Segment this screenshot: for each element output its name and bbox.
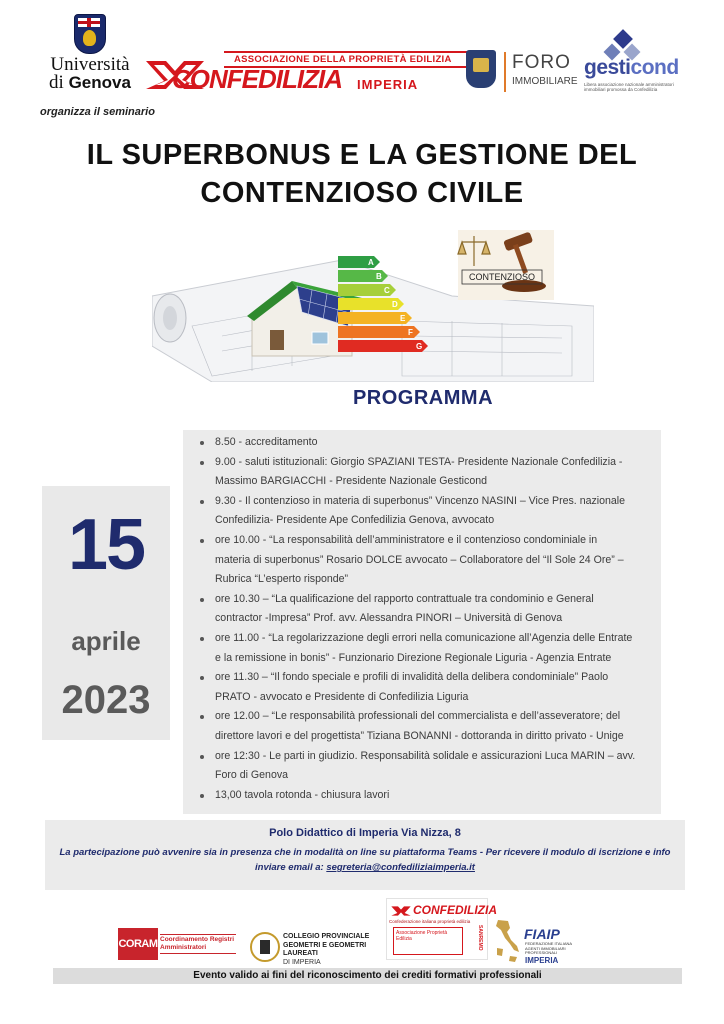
programma-list [183,430,661,805]
date-year: 2023 [61,678,151,722]
foro-line2: IMMOBILIARE [512,76,578,87]
venue-text: La partecipazione può avvenire sia in presenza che in modalità on line su piattaforma Teams - Per ricevere il modulo di iscrizione e info inviare email a: segreteria@confediliziaimperia.it [59,847,671,873]
programma-heading: PROGRAMMA [352,387,494,409]
foro-immobiliare-logo [464,50,579,94]
programma-item: 9.00 - saluti istituzionali: Giorgio SPAZIANI TESTA- Presidente Nazionale Confedilizia - Massimo BARGIACCHI - Presidente Nazionale Gesticond [197,453,655,492]
energy-label-g: G [416,342,423,351]
footer-text: Evento valido ai fini del riconoscimento dei crediti formativi professionali [193,970,542,981]
energy-label-a: A [368,258,374,267]
title-line2: CONTENZIOSO CIVILE [200,177,524,209]
foro-badge-icon [466,50,496,88]
foro-line1: FORO [512,52,571,73]
energy-label-b: B [376,272,382,281]
italy-map-icon [492,918,522,964]
confedilizia-sanremo-name: CONFEDILIZIA [413,903,497,917]
confedilizia-sanremo-inner: Associazione Proprietà Edilizia [393,927,463,955]
programma-item: 9.30 - Il contenzioso in materia di superbonus” Vincenzo NASINI – Vice Pres. nazionale Confedilizia- Presidente Ape Confedilizia Genova, avvocato [197,492,655,531]
energy-label-f: F [408,328,413,337]
date-day: 15 [67,505,145,585]
fiaip-city: IMPERIA [525,956,559,965]
unige-logo [40,14,140,92]
confedilizia-association: ASSOCIAZIONE DELLA PROPRIETÀ EDILIZIA [224,51,474,68]
venue-title: Polo Didattico di Imperia Via Nizza, 8 [269,827,461,839]
programma-item: ore 11.00 - “La regolarizzazione degli errori nella comunicazione all’Agenzia delle Entrate e la remissione in bonis” - Funzionario Direzione Regionale Liguria - Agenzia Entrate [197,629,655,668]
gesticond-subtitle: Libera associazione nazionale amministratori immobiliari promossa da Confedilizia [584,82,674,92]
foro-divider [504,52,506,92]
superbonus-illustration [152,226,594,382]
programma-item: ore 11.30 – “Il fondo speciale e profili di invalidità della delibera condominiale” Paolo PRATO - avvocato e Presidente di Confedilizia Liguria [197,668,655,707]
programma-item: ore 12.00 – “Le responsabilità professionali del commercialista e dell’asseveratore; del direttore lavori e del progettista” Tiziana BONANNI - dottoranda in diritto privato - Unige [197,707,655,746]
confedilizia-city: IMPERIA [357,77,419,92]
fiaip-name: FIAIP [524,926,560,942]
geometri-logo [250,931,392,966]
confedilizia-sanremo-tag: Confederazione italiana proprietà edilizia [389,919,471,924]
unige-shield-icon [74,14,106,54]
coram-name: CORAM [118,928,158,960]
fiaip-desc: FEDERAZIONE ITALIANA AGENTI IMMOBILIARI PROFESSIONALI [525,941,572,955]
geometri-emblem-icon [250,932,280,962]
unige-line1: Università [50,54,130,75]
programma-item: ore 12:30 - Le parti in giudizio. Responsabilità solidale e assicurazioni Luca MARIN – avv. Foro di Genova [197,747,655,786]
fiaip-logo [492,918,592,968]
event-date [42,486,170,740]
contenzioso-inset [458,230,554,300]
confedilizia-imperia-logo [142,47,462,97]
energy-label-c: C [384,286,390,295]
page-title [0,136,724,212]
confedilizia-mark-icon [389,903,413,917]
programma-item: ore 10.30 – “La qualificazione del rapporto contrattuale tra condominio e General contractor -Impresa” Prof. avv. Alessandra PINORI – Università di Genova [197,590,655,629]
gesticond-logo [584,30,684,100]
venue-email-link[interactable]: segreteria@confediliziaimperia.it [326,862,475,873]
contenzioso-label: CONTENZIOSO [468,272,536,282]
confedilizia-sanremo-logo [386,898,497,960]
organizza-text: organizza il seminario [40,106,155,118]
programma-box [183,430,661,814]
title-line1: IL SUPERBONUS E LA GESTIONE DEL [86,139,638,171]
programma-item: ore 10.00 - “La responsabilità dell’amministratore e il contenzioso condominiale in materia di superbonus” Rosario DOLCE avvocato – Collaboratore del “Il Sole 24 Ore” – Rubrica “L’esperto risponde” [197,531,655,590]
gesticond-name: gesticond [584,56,679,79]
date-month: aprile [71,626,141,656]
programma-item: 8.50 - accreditamento [197,433,655,453]
unige-line2: di Genova [49,72,131,93]
geometri-text: COLLEGIO PROVINCIALE GEOMETRI E GEOMETRI LAUREATI DI IMPERIA [283,933,370,966]
coram-logo [118,928,236,960]
energy-label-d: D [392,300,398,309]
programma-item: 13,00 tavola rotonda - chiusura lavori [197,786,655,806]
coram-desc: Coordinamento Registri Amministratori [160,934,236,954]
confedilizia-sanremo-city: SANREMO [477,925,483,951]
energy-label-e: E [400,314,406,323]
confedilizia-name: CONFEDILIZIA [172,64,342,94]
footer-bar [53,968,682,984]
venue-box [45,820,685,890]
